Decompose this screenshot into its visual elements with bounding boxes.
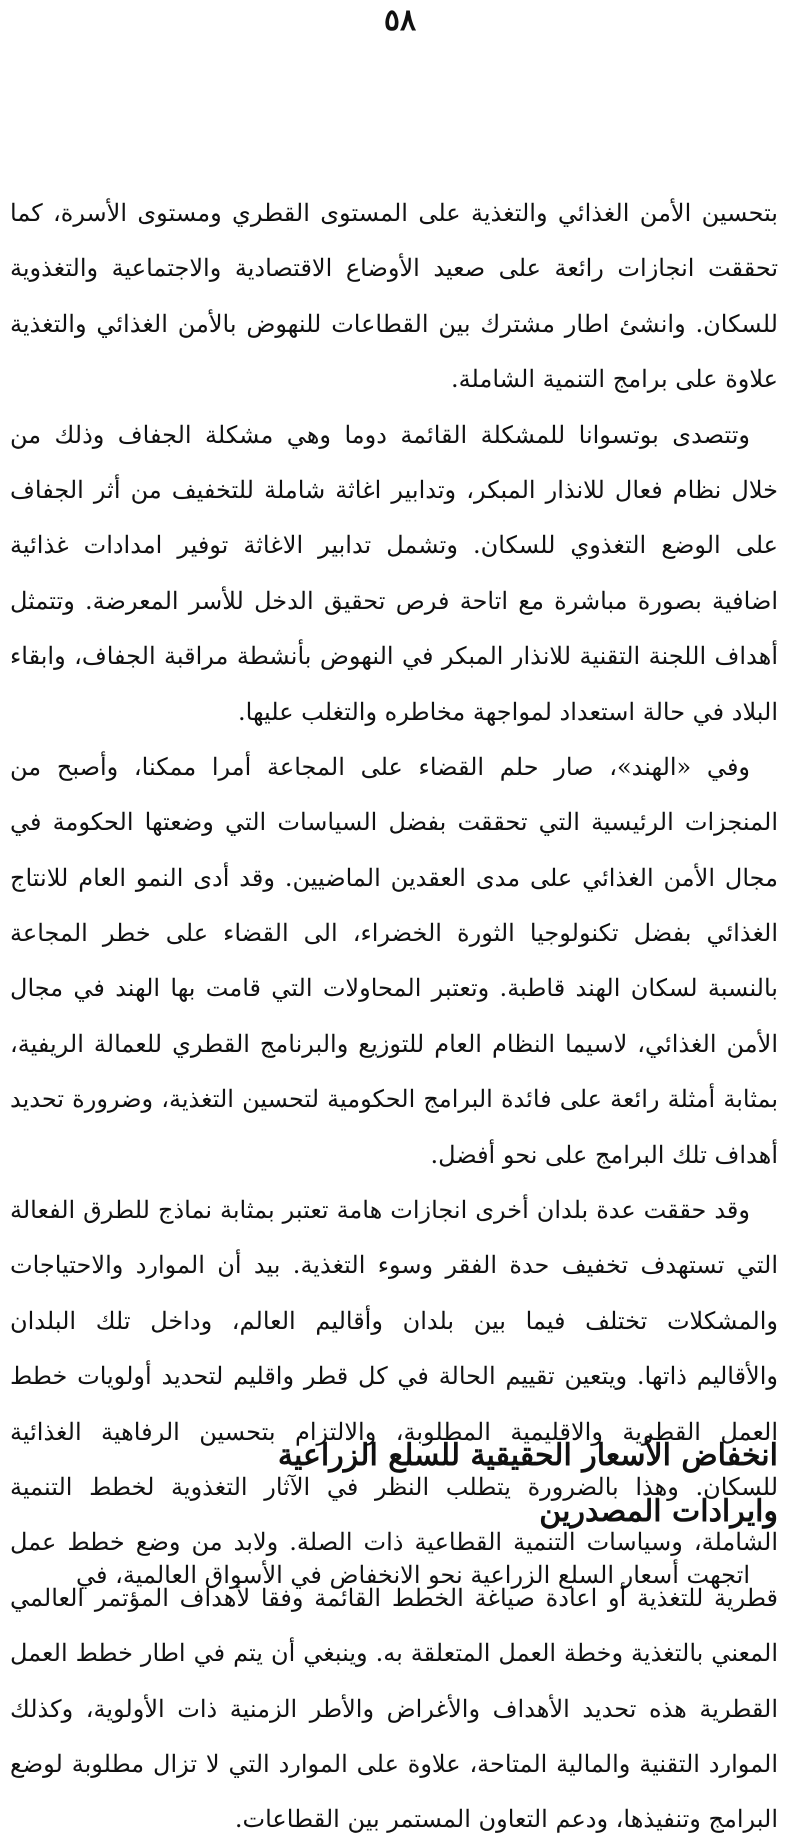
paragraph-line: اضافية بصورة مباشرة مع اتاحة فرص تحقيق الدخل للأسر المعرضة. وتتمثل [10,586,778,615]
paragraph-line: العمل القطرية والاقليمية المطلوبة، والالتزام بتحسين الرفاهية الغذائية [10,1417,778,1446]
paragraph-line: بتحسين الأمن الغذائي والتغذية على المستوى القطري ومستوى الأسرة، كما [10,199,778,227]
paragraph-line: خلال نظام فعال للانذار المبكر، وتدابير اغاثة شاملة للتخفيف من أثر الجفاف [10,475,778,504]
paragraph-line: للسكان. وهذا بالضرورة يتطلب النظر في الآثار التغذوية لخطط التنمية [10,1472,778,1501]
section-first-paragraph [10,1548,778,1603]
paragraph-line: أهداف تلك البرامج على نحو أفضل. [430,1140,778,1169]
section-heading-line-2: وايرادات المصدرين [539,1494,778,1529]
paragraph-line: الأمن الغذائي، لاسيما النظام العام للتوزيع والبرنامج القطري للعمالة الريفية، [10,1029,778,1058]
paragraph-line: للسكان. وانشئ اطار مشترك بين القطاعات للنهوض بالأمن الغذائي والتغذية [10,309,778,338]
page-number: ٥٨ [383,3,417,38]
paragraph-line: على الوضع التغذوي للسكان. وتشمل تدابير الاغاثة توفير امدادات غذائية [10,531,778,560]
paragraph-line: أهداف اللجنة التقنية للانذار المبكر في النهوض بأنشطة مراقبة الجفاف، وابقاء [10,642,778,671]
paragraph-line: المعني بالتغذية وخطة العمل المتعلقة به. وينبغي أن يتم في اطار خطط العمل [10,1639,778,1668]
paragraph-line: اتجهت أسعار السلع الزراعية نحو الانخفاض في الأسواق العالمية، في [76,1561,750,1589]
paragraph-line: وقد حققت عدة بلدان أخرى انجازات هامة تعتبر بمثابة نماذج للطرق الفعالة [10,1196,750,1225]
paragraph-line: البرامج وتنفيذها، ودعم التعاون المستمر بين القطاعات. [234,1805,778,1834]
paragraph-line: قطرية للتغذية أو اعادة صياغة الخطط القائمة وفقا لأهداف المؤتمر العالمي [10,1583,778,1612]
section-heading-line-1: انخفاض الأسعار الحقيقية للسلع الزراعية [277,1438,778,1473]
paragraph-line: الغذائي بفضل تكنولوجيا الثورة الخضراء، الى القضاء على خطر المجاعة [10,919,778,948]
paragraph-line: القطرية هذه تحديد الأهداف والأغراض والأطر الزمنية ذات الأولوية، وكذلك [10,1694,778,1723]
paragraph-line: الموارد التقنية والمالية المتاحة، علاوة على الموارد التي لا تزال مطلوبة لوضع [10,1749,778,1778]
paragraph-line: المنجزات الرئيسية التي تحققت بفضل السياسات التي وضعتها الحكومة في [10,808,778,837]
paragraph-line: مجال الأمن الغذائي على مدى العقدين الماضيين. وقد أدى النمو العام للانتاج [10,863,778,892]
paragraph-line: الشاملة، وسياسات التنمية القطاعية ذات الصلة. ولابد من وضع خطط عمل [10,1528,778,1557]
paragraph-line: علاوة على برامج التنمية الشاملة. [451,365,778,394]
paragraph-line: التي تستهدف تخفيف حدة الفقر وسوء التغذية. بيد أن الموارد والاحتياجات [10,1251,778,1280]
paragraph-line: والأقاليم ذاتها. ويتعين تقييم الحالة في كل قطر واقليم لتحديد أولويات خطط [10,1362,778,1391]
paragraph-line: وتتصدى بوتسوانا للمشكلة القائمة دوما وهي مشكلة الجفاف وذلك من [10,420,750,449]
paragraph-line: البلاد في حالة استعداد لمواجهة مخاطره والتغلب عليها. [238,697,778,726]
paragraph-line: والمشكلات تختلف فيما بين بلدان وأقاليم العالم، وداخل تلك البلدان [10,1306,778,1335]
paragraph-line: تحققت انجازات رائعة على صعيد الأوضاع الاقتصادية والاجتماعية والتغذوية [10,254,778,283]
paragraph-line: بالنسبة لسكان الهند قاطبة. وتعتبر المحاولات التي قامت بها الهند في مجال [10,974,778,1003]
paragraph-line: وفي «الهند»، صار حلم القضاء على المجاعة أمرا ممكنا، وأصبح من [10,752,751,781]
paragraph-line: بمثابة أمثلة رائعة على فائدة البرامج الحكومية لتحسين التغذية، وضرورة تحديد [10,1085,778,1114]
